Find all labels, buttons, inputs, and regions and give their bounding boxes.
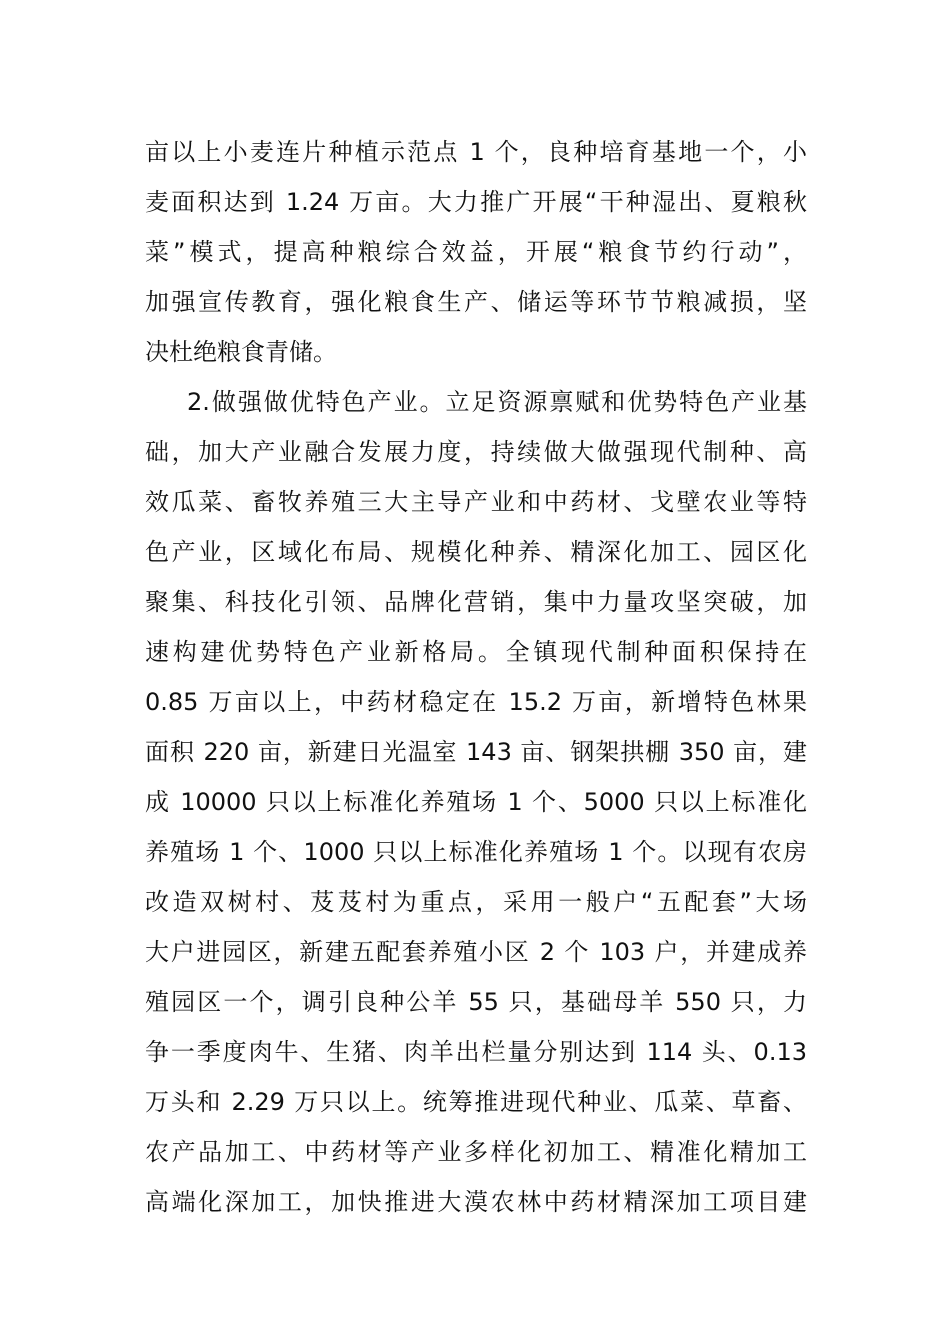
paragraph-featured-industry <box>145 377 807 1227</box>
text-line: 成 10000 只以上标准化养殖场 1 个、5000 只以上标准化 <box>145 788 807 816</box>
document-body <box>145 127 807 1227</box>
text-line: 菜”模式，提高种粮综合效益，开展“粮食节约行动”， <box>145 238 807 266</box>
section-heading-line: 2.做强做优特色产业。立足资源禀赋和优势特色产业基 <box>187 388 807 416</box>
text-line: 养殖场 1 个、1000 只以上标准化养殖场 1 个。以现有农房 <box>145 838 807 866</box>
text-line: 0.85 万亩以上，中药材稳定在 15.2 万亩，新增特色林果 <box>145 688 807 716</box>
text-line: 础，加大产业融合发展力度，持续做大做强现代制种、高 <box>145 438 807 466</box>
text-line: 麦面积达到 1.24 万亩。大力推广开展“干种湿出、夏粮秋 <box>145 188 807 216</box>
text-line: 决杜绝粮食青储。 <box>145 338 337 366</box>
text-line: 大户进园区，新建五配套养殖小区 2 个 103 户，并建成养 <box>145 938 807 966</box>
text-line: 高端化深加工，加快推进大漠农林中药材精深加工项目建 <box>145 1188 807 1216</box>
text-line: 殖园区一个，调引良种公羊 55 只，基础母羊 550 只，力 <box>145 988 807 1016</box>
text-line: 亩以上小麦连片种植示范点 1 个，良种培育基地一个，小 <box>145 138 807 166</box>
text-line: 万头和 2.29 万只以上。统筹推进现代种业、瓜菜、草畜、 <box>145 1088 807 1116</box>
text-line: 聚集、科技化引领、品牌化营销，集中力量攻坚突破，加 <box>145 588 807 616</box>
paragraph-grain <box>145 127 807 377</box>
text-line: 农产品加工、中药材等产业多样化初加工、精准化精加工 <box>145 1138 807 1166</box>
text-line: 速构建优势特色产业新格局。全镇现代制种面积保持在 <box>145 638 807 666</box>
text-line: 加强宣传教育，强化粮食生产、储运等环节节粮减损，坚 <box>145 288 807 316</box>
text-line: 效瓜菜、畜牧养殖三大主导产业和中药材、戈壁农业等特 <box>145 488 807 516</box>
text-line: 改造双树村、芨芨村为重点，采用一般户“五配套”大场 <box>145 888 807 916</box>
text-line: 色产业，区域化布局、规模化种养、精深化加工、园区化 <box>145 538 807 566</box>
text-line: 争一季度肉牛、生猪、肉羊出栏量分别达到 114 头、0.13 <box>145 1038 807 1066</box>
text-line: 面积 220 亩，新建日光温室 143 亩、钢架拱棚 350 亩，建 <box>145 738 807 766</box>
